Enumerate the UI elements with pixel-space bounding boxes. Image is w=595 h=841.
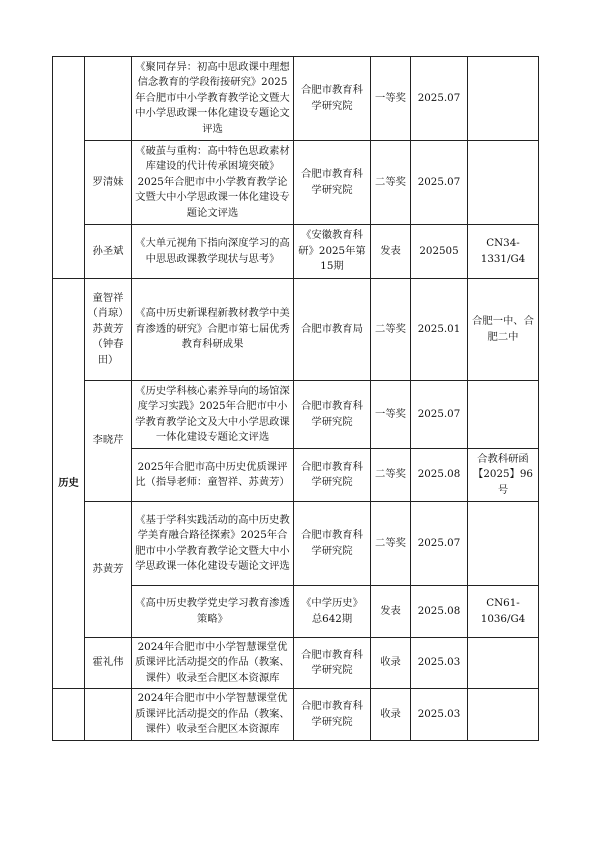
org-cell: 合肥市教育科学研究院 xyxy=(294,381,371,449)
org-cell: 合肥市教育科学研究院 xyxy=(294,449,371,502)
table-row xyxy=(53,638,539,689)
subject-cell-history: 历史 xyxy=(53,279,85,689)
org-cell: 《安徽教育科研》2025年第15期 xyxy=(294,225,371,279)
table-row xyxy=(53,502,539,586)
work-cell: 《聚同存异：初高中思政课中理想信念教育的学段衔接研究》2025年合肥市中小学教育教学论文暨大中小学思政课一体化建设专题论文评选 xyxy=(132,57,294,141)
person-cell: 童智祥（肖琼）苏黄芳（钟春田） xyxy=(85,279,132,381)
note-cell xyxy=(468,381,539,449)
org-cell: 合肥市教育科学研究院 xyxy=(294,502,371,586)
grade-cell: 二等奖 xyxy=(371,502,411,586)
table-row xyxy=(53,381,539,449)
work-cell: 《大单元视角下指向深度学习的高中思思政课教学现状与思考》 xyxy=(132,225,294,279)
date-cell: 2025.08 xyxy=(411,586,468,638)
note-cell: 合肥一中、合肥二中 xyxy=(468,279,539,381)
date-cell: 2025.07 xyxy=(411,57,468,141)
note-cell xyxy=(468,638,539,689)
date-cell: 2025.07 xyxy=(411,381,468,449)
person-cell: 罗清妹 xyxy=(85,141,132,225)
grade-cell: 收录 xyxy=(371,638,411,689)
date-cell: 2025.03 xyxy=(411,689,468,741)
grade-cell: 一等奖 xyxy=(371,57,411,141)
work-cell: 2024年合肥市中小学智慧课堂优质课评比活动提交的作品（教案、课件）收录至合肥区本资源库 xyxy=(132,638,294,689)
grade-cell: 发表 xyxy=(371,225,411,279)
note-cell xyxy=(468,57,539,141)
person-cell xyxy=(85,57,132,141)
grade-cell: 二等奖 xyxy=(371,279,411,381)
subject-cell-politics xyxy=(53,57,85,279)
note-cell xyxy=(468,502,539,586)
grade-cell: 二等奖 xyxy=(371,141,411,225)
date-cell: 2025.07 xyxy=(411,502,468,586)
table-row xyxy=(53,689,539,741)
org-cell: 合肥市教育局 xyxy=(294,279,371,381)
person-cell: 苏黄芳 xyxy=(85,502,132,638)
work-cell: 《历史学科核心素养导向的场馆深度学习实践》2025年合肥市中小学教育教学论文及大中小学思政课一体化建设专题论文评选 xyxy=(132,381,294,449)
grade-cell: 收录 xyxy=(371,689,411,741)
person-cell xyxy=(85,689,132,741)
subject-cell xyxy=(53,689,85,741)
note-cell xyxy=(468,141,539,225)
org-cell: 合肥市教育科学研究院 xyxy=(294,638,371,689)
org-cell: 《中学历史》总642期 xyxy=(294,586,371,638)
grade-cell: 二等奖 xyxy=(371,449,411,502)
note-cell: CN34-1331/G4 xyxy=(468,225,539,279)
date-cell: 2025.08 xyxy=(411,449,468,502)
grade-cell: 一等奖 xyxy=(371,381,411,449)
person-cell: 霍礼伟 xyxy=(85,638,132,689)
grade-cell: 发表 xyxy=(371,586,411,638)
note-cell xyxy=(468,689,539,741)
work-cell: 《高中历史教学党史学习教育渗透策略》 xyxy=(132,586,294,638)
work-cell: 2025年合肥市高中历史优质课评比（指导老师：童智祥、苏黄芳） xyxy=(132,449,294,502)
date-cell: 2025.03 xyxy=(411,638,468,689)
person-cell: 李晓芹 xyxy=(85,381,132,502)
note-cell: 合教科研函【2025】96号 xyxy=(468,449,539,502)
org-cell: 合肥市教育科学研究院 xyxy=(294,57,371,141)
table-row xyxy=(53,57,539,141)
date-cell: 2025.01 xyxy=(411,279,468,381)
work-cell: 《破茧与重构：高中特色思政素材库建设的代计传承困境突破》2025年合肥市中小学教育教学论文暨大中小学思政课一体化建设专题论文评选 xyxy=(132,141,294,225)
awards-table xyxy=(52,56,539,741)
person-cell: 孙圣斌 xyxy=(85,225,132,279)
date-cell: 202505 xyxy=(411,225,468,279)
table-row xyxy=(53,279,539,381)
date-cell: 2025.07 xyxy=(411,141,468,225)
note-cell: CN61-1036/G4 xyxy=(468,586,539,638)
work-cell: 《高中历史新课程新教材教学中美育渗透的研究》合肥市第七届优秀教育科研成果 xyxy=(132,279,294,381)
work-cell: 2024年合肥市中小学智慧课堂优质课评比活动提交的作品（教案、课件）收录至合肥区本资源库 xyxy=(132,689,294,741)
table-row xyxy=(53,225,539,279)
org-cell: 合肥市教育科学研究院 xyxy=(294,689,371,741)
table-row xyxy=(53,141,539,225)
work-cell: 《基于学科实践活动的高中历史教学美育融合路径探索》2025年合肥市中小学教育教学论文暨大中小学思政课一体化建设专题论文评选 xyxy=(132,502,294,586)
org-cell: 合肥市教育科学研究院 xyxy=(294,141,371,225)
